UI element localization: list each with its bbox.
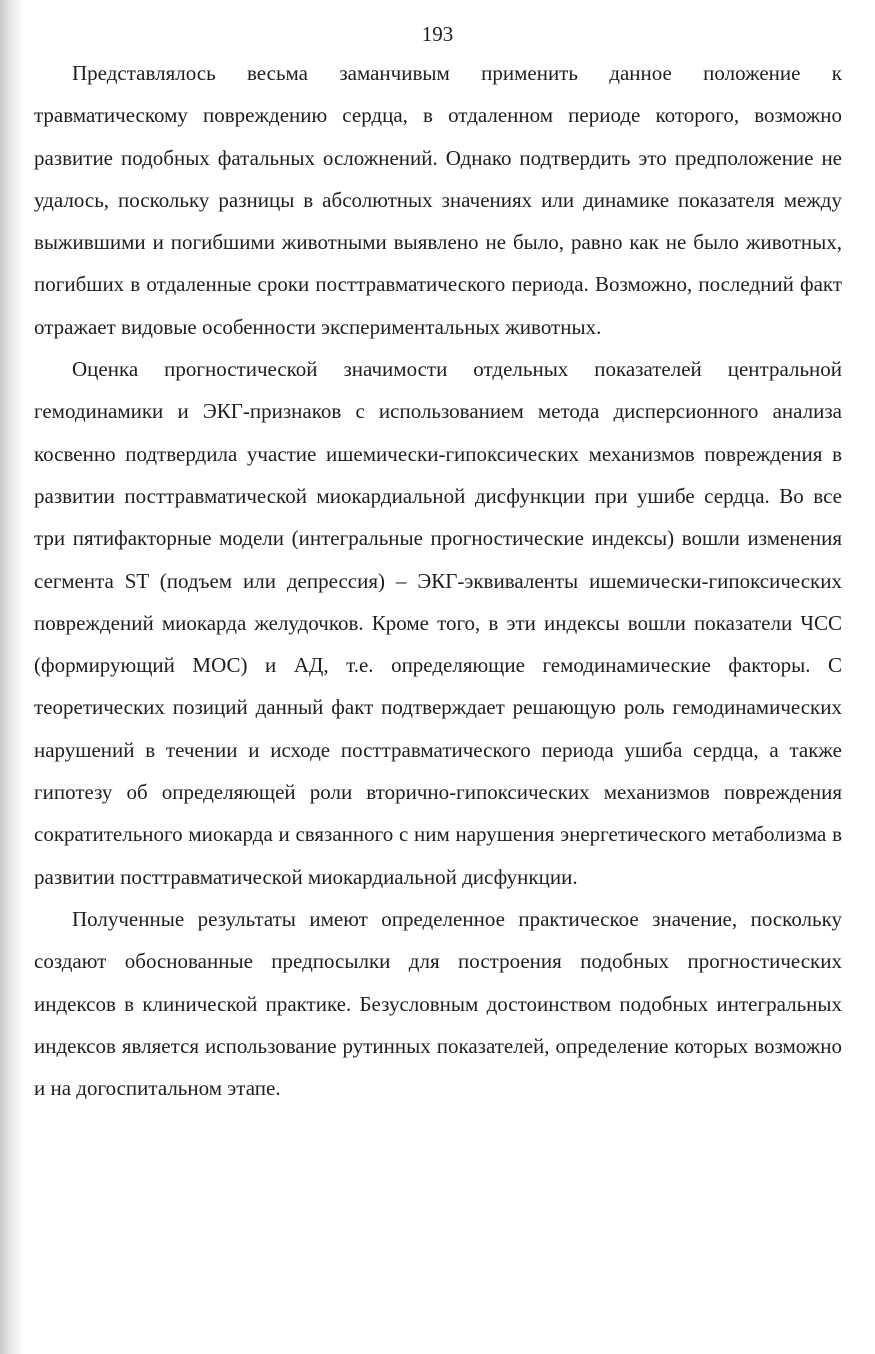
paragraph-2: Оценка прогностической значимости отдельных показателей центральной гемодинамики и ЭКГ-признаков с использованием метода дисперсионного анализа косвенно подтвердила участие ишемически-гипоксических механизмов повреждения в развитии посттравматической миокардиальной дисфункции при ушибе сердца. Во все три пятифакторные модели (интегральные прогностические индексы) вошли изменения сегмента ST (подъем или депрессия) – ЭКГ-эквиваленты ишемически-гипоксических повреждений миокарда желудочков. Кроме того, в эти индексы вошли показатели ЧСС (формирующий МОС) и АД, т.е. определяющие гемодинамические факторы. С теоретических позиций данный факт подтверждает решающую роль гемодинамических нарушений в течении и исходе посттравматического периода ушиба сердца, а также гипотезу об определяющей роли вторично-гипоксических механизмов повреждения сократительного миокарда и связанного с ним нарушения энергетического метаболизма в развитии посттравматической миокардиальной дисфункции. bbox=[34, 357, 842, 889]
paragraph-1: Представлялось весьма заманчивым применить данное положение к травматическому повреждению сердца, в отдаленном периоде которого, возможно развитие подобных фатальных осложнений. Однако подтвердить это предположение не удалось, поскольку разницы в абсолютных значениях или динамике показателя между выжившими и погибшими животными выявлено не было, равно как не было животных, погибших в отдаленные сроки посттравматического периода. Возможно, последний факт отражает видовые особенности экспериментальных животных. bbox=[34, 61, 842, 339]
page-number: 193 bbox=[421, 22, 454, 46]
body-text bbox=[34, 52, 842, 1109]
paragraph-3: Полученные результаты имеют определенное практическое значение, поскольку создают обоснованные предпосылки для построения подобных прогностических индексов в клинической практике. Безусловным достоинством подобных интегральных индексов является использование рутинных показателей, определение которых возможно и на догоспитальном этапе. bbox=[34, 906, 842, 1101]
